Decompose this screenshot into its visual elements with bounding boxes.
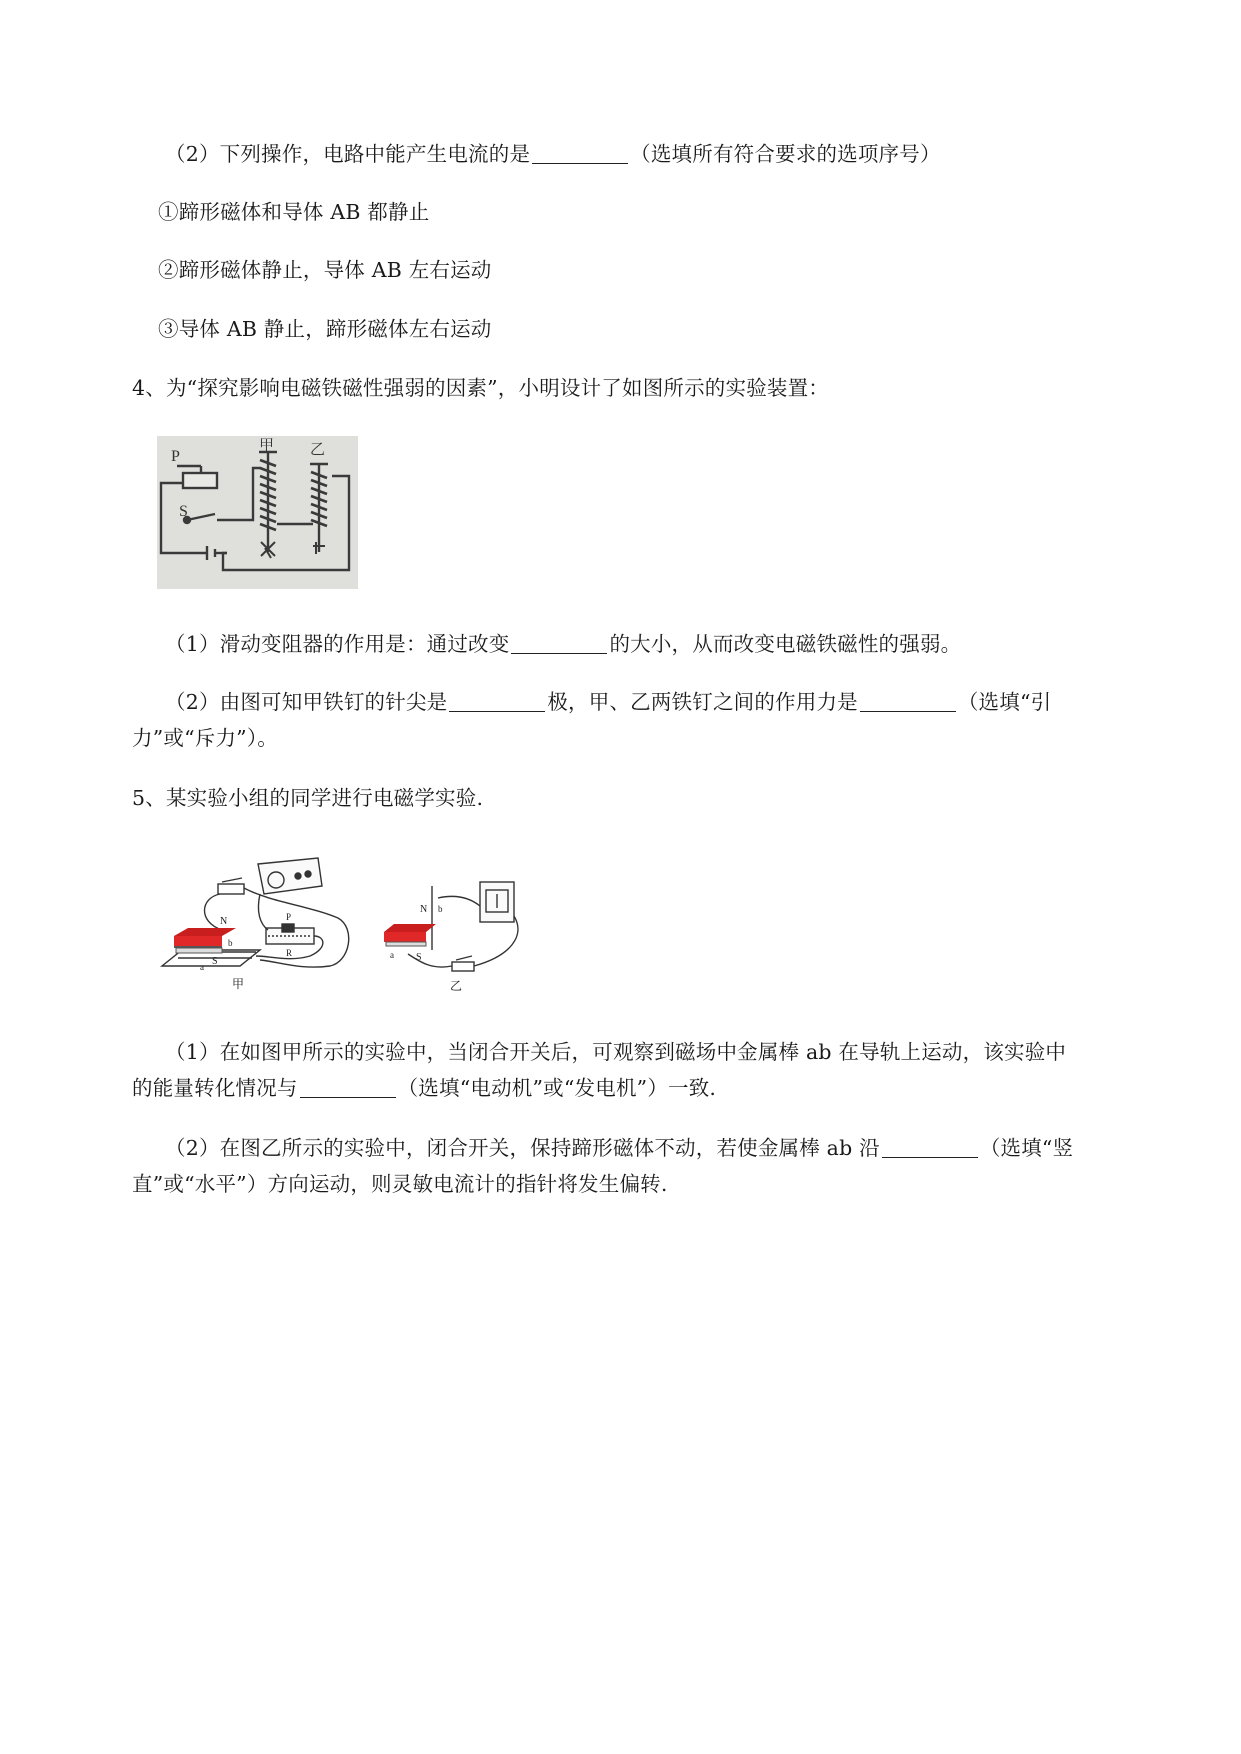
- q4-sub1: [165, 630, 961, 658]
- label-s: S: [416, 952, 422, 963]
- answer-blank[interactable]: [449, 689, 545, 712]
- answer-blank[interactable]: [532, 141, 628, 164]
- q5-stem: 5、某实验小组的同学进行电磁学实验.: [132, 786, 484, 810]
- q5-sub1-prefix: 的能量转化情况与: [132, 1076, 298, 1100]
- caption-yi: 乙: [450, 979, 463, 993]
- label-yi: 乙: [310, 442, 326, 458]
- q5-sub2-suffix: （选填“竖: [979, 1136, 1074, 1160]
- q5-sub1-suffix: （选填“电动机”或“发电机”）一致.: [397, 1076, 717, 1100]
- electromagnet-circuit-figure: [157, 436, 358, 589]
- q4-sub2-middle: 极，甲、乙两铁钉之间的作用力是: [547, 690, 858, 714]
- answer-blank[interactable]: [300, 1075, 396, 1098]
- q5-sub2-prefix: （2）在图乙所示的实验中，闭合开关，保持蹄形磁体不动，若使金属棒 ab 沿: [165, 1136, 880, 1160]
- q4-sub2-suffix: （选填“引: [957, 690, 1052, 714]
- q4-sub1-suffix: 的大小，从而改变电磁铁磁性的强弱。: [609, 632, 962, 656]
- label-a: a: [200, 962, 204, 972]
- q3-option-3: ③导体 AB 静止，蹄形磁体左右运动: [158, 317, 492, 341]
- q3-sub2-prefix: （2）下列操作，电路中能产生电流的是: [165, 142, 531, 166]
- answer-blank[interactable]: [860, 689, 956, 712]
- q4-sub2-prefix: （2）由图可知甲铁钉的针尖是: [165, 690, 448, 714]
- q5-sub2-line2: 直”或“水平”）方向运动，则灵敏电流计的指针将发生偏转.: [132, 1172, 668, 1196]
- q3-option-2: ②蹄形磁体静止，导体 AB 左右运动: [158, 258, 492, 282]
- generator-experiment-figure: [380, 876, 525, 996]
- label-p: P: [171, 448, 180, 465]
- q5-sub2-line1: [165, 1134, 1073, 1162]
- motor-experiment-figure: [160, 852, 355, 994]
- label-b: b: [438, 904, 443, 914]
- q4-sub2-line2: 力”或“斥力”）。: [132, 726, 278, 750]
- q3-option-1: ①蹄形磁体和导体 AB 都静止: [158, 200, 430, 224]
- label-b: b: [228, 938, 233, 948]
- q4-sub1-prefix: （1）滑动变阻器的作用是：通过改变: [165, 632, 510, 656]
- label-s: S: [212, 956, 218, 967]
- label-r: R: [286, 948, 293, 958]
- q4-stem: 4、为“探究影响电磁铁磁性强弱的因素”，小明设计了如图所示的实验装置：: [132, 376, 830, 400]
- q5-sub1-line1: （1）在如图甲所示的实验中，当闭合开关后，可观察到磁场中金属棒 ab 在导轨上运动，该实验中: [165, 1040, 1067, 1064]
- q3-sub2-suffix: （选填所有符合要求的选项序号）: [630, 142, 941, 166]
- q5-sub1-line2: [132, 1074, 716, 1102]
- q3-sub2: [165, 140, 941, 168]
- label-s: S: [179, 503, 188, 520]
- label-n: N: [420, 904, 428, 915]
- label-a: a: [390, 950, 394, 960]
- caption-jia: 甲: [232, 977, 245, 991]
- label-jia: 甲: [259, 438, 275, 454]
- answer-blank[interactable]: [511, 631, 607, 654]
- q4-sub2: [165, 688, 1051, 716]
- label-p: P: [286, 912, 292, 922]
- answer-blank[interactable]: [882, 1135, 978, 1158]
- label-n: N: [220, 916, 228, 927]
